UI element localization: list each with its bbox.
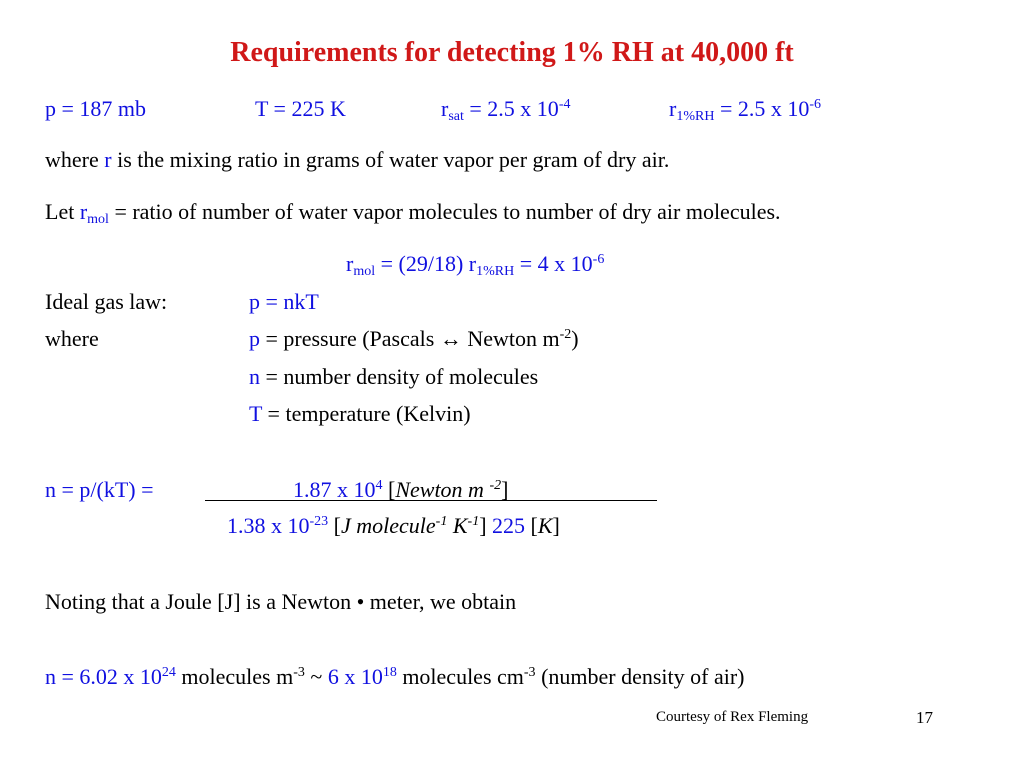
joule-note: Noting that a Joule [J] is a Newton • meter, we obtain [45,589,517,614]
result-unit-1: molecules m [175,664,294,689]
denominator-unit-a-exponent: -1 [435,514,448,529]
rmol-definition-text: = ratio of number of water vapor molecules to number of dry air molecules. [108,199,781,224]
rmol-eq-subscript: mol [353,264,376,279]
r1rh-value: = 2.5 x 10 [714,96,810,121]
double-arrow-icon: ↔ [439,326,462,351]
rsat-subscript: sat [448,109,464,124]
slide-number: 17 [916,708,933,727]
result-equation [45,664,745,690]
slide-title: Requirements for detecting 1% RH at 40,000 ft [230,37,794,68]
ideal-gas-label: Ideal gas law: [45,289,168,314]
denominator-unit-b-exponent: -1 [467,514,480,529]
numerator-unit: Newton m [395,477,490,502]
rmol-eq-subscript2: 1%RH [476,264,515,279]
newton-exponent: -2 [559,327,572,342]
mixing-ratio-definition [45,147,669,173]
r1rh-subscript: 1%RH [676,109,715,124]
newton-text: Newton m [461,326,560,351]
rsat-value: = 2.5 x 10 [463,96,559,121]
denominator-exponent: -23 [309,514,329,529]
number-density-text: = number density of molecules [260,364,539,389]
denominator-unit-b: K [447,513,468,538]
param-rsat [441,96,570,122]
footer-credit: Courtesy of Rex Fleming [656,709,809,725]
temperature-text: = temperature (Kelvin) [262,401,471,426]
rmol-eq-exponent: -6 [592,252,605,267]
rmol-eq-middle: = (29/18) r [375,251,477,276]
p-variable: p [249,326,260,351]
temperature-unit: K [537,513,553,538]
result-exponent-1: 24 [161,665,176,680]
result-unit-2-exponent: -3 [523,665,536,680]
pressure-close: ) [571,326,579,351]
denominator-unit-close: ] [479,513,493,538]
rmol-eq-symbol: r [346,251,354,276]
numerator-unit-exponent: -2 [489,478,502,493]
param-pressure: p = 187 mb [45,96,147,121]
r1rh-exponent: -6 [809,97,822,112]
r1rh-symbol: r [669,96,677,121]
number-density-definition [249,364,538,390]
rmol-definition [45,199,781,225]
where-word: where [45,147,105,172]
n-calculation-lhs: n = p/(kT) = [45,477,154,502]
T-variable: T [249,401,263,426]
where-label: where [45,326,99,351]
n-variable: n [249,364,260,389]
result-unit-1-exponent: -3 [293,665,305,680]
temperature-unit-open: [ [525,513,538,538]
numerator-value: 1.87 x 10 [293,477,376,502]
result-note: (number density of air) [535,664,745,689]
denominator-unit-a: J molecule [341,513,436,538]
mixing-ratio-text: is the mixing ratio in grams of water vapor per gram of dry air. [111,147,670,172]
rsat-exponent: -4 [558,97,571,112]
denominator-value: 1.38 x 10 [227,513,310,538]
temperature-definition [249,401,471,427]
pressure-text: = pressure (Pascals [260,326,440,351]
param-r1rh [669,96,821,122]
ideal-gas-equation: p = nkT [249,289,319,314]
result-unit-2: molecules cm [396,664,524,689]
rmol-eq-value: = 4 x 10 [514,251,593,276]
denominator-unit-open: [ [328,513,341,538]
result-lhs: n = 6.02 x 10 [45,664,162,689]
numerator-unit-close: ] [501,477,509,502]
fraction-denominator [227,513,560,539]
let-word: Let [45,199,80,224]
rmol-symbol: r [79,199,88,224]
denominator-temperature: 225 [492,513,526,538]
numerator-exponent: 4 [375,478,383,493]
rmol-equation [346,251,604,277]
numerator-unit-open: [ [382,477,396,502]
rmol-subscript: mol [87,212,109,227]
result-tilde: ~ [304,664,328,689]
rsat-symbol: r [441,96,449,121]
temperature-unit-close: ] [552,513,560,538]
result-exponent-2: 18 [382,665,397,680]
r-symbol: r [104,147,112,172]
pressure-definition [249,326,579,352]
fraction-bar [205,500,657,501]
result-value-2: 6 x 10 [327,664,383,689]
param-temperature: T = 225 K [255,96,346,121]
